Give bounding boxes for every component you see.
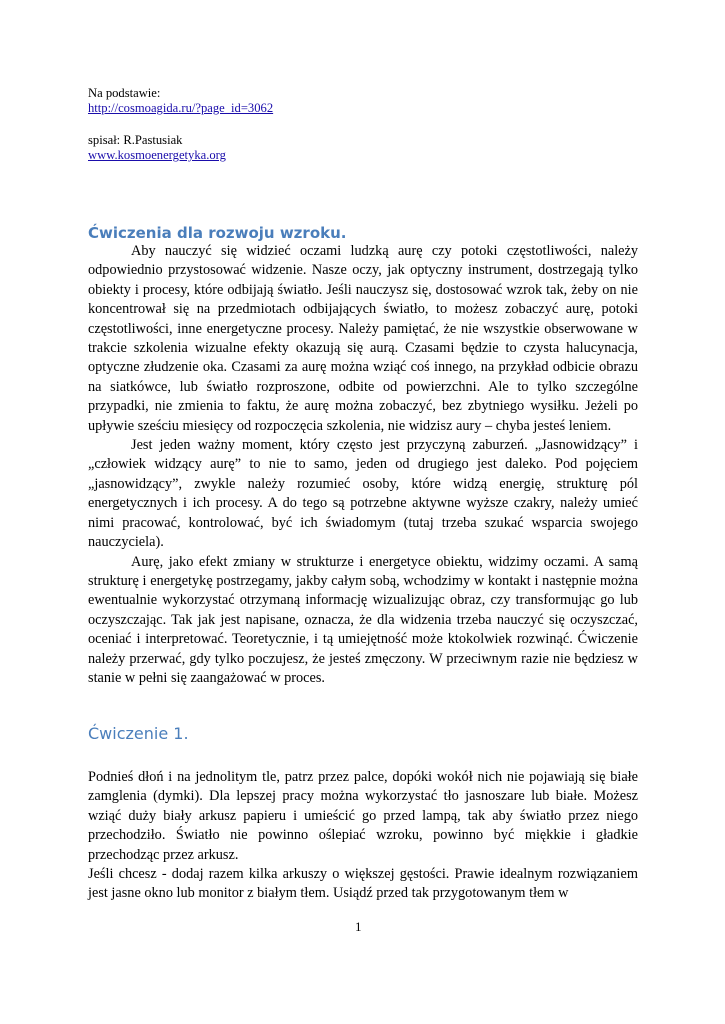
source-link[interactable]: http://cosmoagida.ru/?page_id=3062 (88, 101, 274, 115)
author-link[interactable]: www.kosmoenergetyka.org (88, 148, 226, 162)
author-label: spisał: R.Pastusiak (88, 133, 183, 147)
page-number: 1 (355, 919, 362, 934)
section-heading-eye-exercises: Ćwiczenia dla rozwoju wzroku. (88, 224, 347, 242)
section2-body (88, 768, 638, 904)
paragraph: Aurę, jako efekt zmiany w strukturze i energetyce obiektu, widzimy oczami. A samą strukturę i energetykę postrzegamy, jakby całym sobą, wchodzimy w kontakt i następnie można ewentualnie wykorzystać otrzymaną informację wizualizując obraz, czy transformując go lub oczyszczając. Tak jak jest napisane, oznacza, że dla widzenia trzeba nauczyć się oczyszczać, oceniać i interpretować. Teoretycznie, i tą umiejętność może ktokolwiek rozwinąć. Ćwiczenie należy przerwać, gdy tylko poczujesz, że jesteś zmęczony. W przeciwnym razie nie będziesz w stanie w pełni się zaangażować w proces. (88, 553, 638, 686)
paragraph: Jeśli chcesz - dodaj razem kilka arkuszy o większej gęstości. Prawie idealnym rozwiązaniem jest jasne okno lub monitor z białym tłem. Usiądź przed tak przygotowanym tłem w (88, 866, 638, 902)
paragraph: Podnieś dłoń i na jednolitym tle, patrz przez palce, dopóki wokół nich nie pojawiają się białe zamglenia (dymki). Dla lepszej pracy można wykorzystać tło jasnoszare lub białe. Możesz wziąć duży biały arkusz papieru i umieścić go przed lampą, tak aby światło przez niego przechodziło. Światło nie powinno oślepiać wzroku, powinno być miękkie i gładkie przechodząc przez arkusz. (88, 769, 638, 863)
paragraph: Aby nauczyć się widzieć oczami ludzką aurę czy potoki częstotliwości, należy odpowiednio przystosować widzenie. Nasze oczy, jak optyczny instrument, dostrzegają tylko obiekty i procesy, które odbijają światło. Jeśli nauczysz się, dostosować wzrok tak, żeby on nie koncentrował się na przedmiotach odbijających światło, to możesz zobaczyć aurę, potoki częstotliwości, inne energetyczne procesy. Należy pamiętać, że nie wszystkie obserwowane w trakcie szkolenia wizualne efekty okazują się aurą. Czasami będzie to czysta halucynacja, optyczne złudzenie oka. Czasami za aurę można wziąć coś innego, na przykład odbicie obrazu na siatkówce, lub światło rozproszone, odbite od powierzchni. Ale to tylko szczególne przypadki, nie zmienia to faktu, że aurę można zobaczyć, bez zbytniego wysiłku. Jeżeli po upływie sześciu miesięcy od rozpoczęcia szkolenia, nie widzisz aury – chyba jesteś leniem. (88, 243, 638, 434)
section1-body (88, 242, 638, 688)
paragraph: Jest jeden ważny moment, który często jest przyczyną zaburzeń. „Jasnowidzący” i „człowiek widzący aurę” to nie to samo, jeden od drugiego jest daleko. Pod pojęciem „jasnowidzący”, zwykle należy rozumieć osoby, które widzą energię, strukturę pól energetycznych i ich procesy. A do tego są potrzebne aktywne wyższe czakry, należy umieć nimi pracować, kontrolować, być ich świadomym (tutaj trzeba szukać wsparcia swojego nauczyciela). (88, 437, 638, 551)
section-heading-exercise-1: Ćwiczenie 1. (88, 724, 189, 743)
source-label: Na podstawie: (88, 86, 161, 100)
